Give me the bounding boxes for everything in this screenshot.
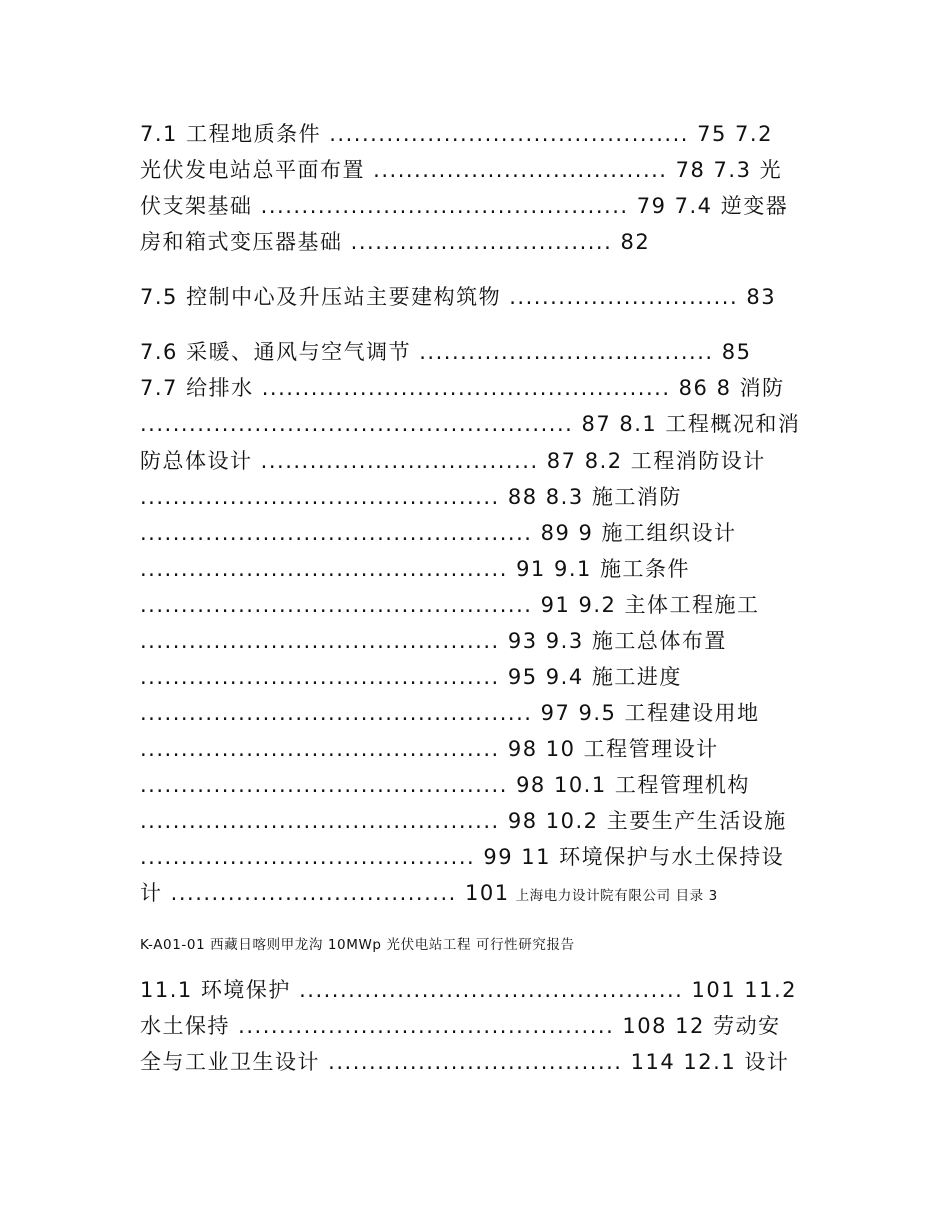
toc-line: ..................................................... 87 8.1 工程概况和消 xyxy=(140,412,801,436)
toc-line: 伏支架基础 ............................................. 79 7.4 逆变器 xyxy=(140,194,789,218)
toc-line: ............................................ 98 10 工程管理设计 xyxy=(140,737,719,761)
toc-line: 全与工业卫生设计 .................................... 114 12.1 设计 xyxy=(140,1050,790,1074)
toc-line: 光伏发电站总平面布置 .................................... 78 7.3 光 xyxy=(140,158,783,182)
toc-line: ................................................ 91 9.2 主体工程施工 xyxy=(140,593,760,617)
toc-line: ................................................ 97 9.5 工程建设用地 xyxy=(140,701,760,725)
toc-line: ......................................... 99 11 环境保护与水土保持设 xyxy=(140,845,785,869)
toc-line: 水土保持 .............................................. 108 12 劳动安 xyxy=(140,1014,781,1038)
toc-line-with-footer xyxy=(140,880,718,909)
page-header: K-A01-01 西藏日喀则甲龙沟 10MWp 光伏电站工程 可行性研究报告 xyxy=(140,937,575,953)
toc-line: ................................................ 89 9 施工组织设计 xyxy=(140,521,737,545)
toc-line-text: 计 ................................... 101 xyxy=(140,881,510,905)
toc-line: 7.1 工程地质条件 ............................................ 75 7.2 xyxy=(140,122,773,146)
toc-line: ............................................. 98 10.1 工程管理机构 xyxy=(140,773,750,797)
toc-line: ............................................ 95 9.4 施工进度 xyxy=(140,665,682,689)
toc-line: ............................................. 91 9.1 施工条件 xyxy=(140,557,691,581)
toc-line: 7.5 控制中心及升压站主要建构筑物 ............................ 83 xyxy=(140,285,777,309)
toc-line: ............................................ 93 9.3 施工总体布置 xyxy=(140,629,727,653)
page-footer: 上海电力设计院有限公司 目录 3 xyxy=(515,888,718,904)
toc-line: 11.1 环境保护 ............................................... 101 11.2 xyxy=(140,978,798,1002)
toc-line: 房和箱式变压器基础 ................................ 82 xyxy=(140,230,651,254)
toc-line: 防总体设计 .................................. 87 8.2 工程消防设计 xyxy=(140,449,766,473)
toc-line: ............................................ 98 10.2 主要生产生活设施 xyxy=(140,809,787,833)
toc-line: 7.6 采暖、通风与空气调节 .................................... 85 xyxy=(140,340,752,364)
toc-line: ............................................ 88 8.3 施工消防 xyxy=(140,485,682,509)
toc-line: 7.7 给排水 .................................................. 86 8 消防 xyxy=(140,376,785,400)
